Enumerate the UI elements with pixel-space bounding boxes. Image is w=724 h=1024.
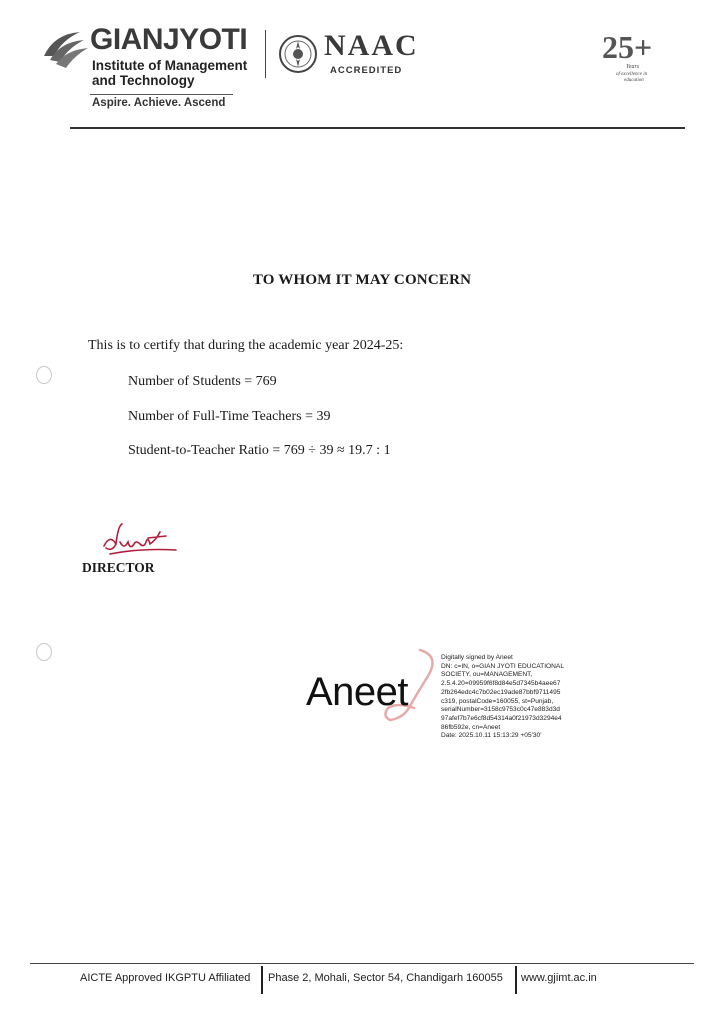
naac-seal-icon — [278, 34, 318, 74]
handwritten-signature — [100, 520, 180, 562]
dsig-line: 97afef7b7e6cf8d54314a0f21973d3294e4 — [441, 714, 562, 722]
years-badge — [598, 26, 668, 88]
dsig-line: SOCIETY, ou=MANAGEMENT, — [441, 671, 533, 679]
document-heading: TO WHOM IT MAY CONCERN — [252, 272, 472, 288]
brand-name: GIANJYOTI — [90, 23, 248, 56]
signatory-title: DIRECTOR — [82, 560, 155, 575]
brand-subtitle-line-2: and Technology — [92, 73, 195, 88]
certify-statement: This is to certify that during the academic year 2024-25: — [88, 338, 404, 353]
brand-subtitle — [92, 58, 247, 88]
footer-website: www.gjimt.ac.in — [521, 972, 597, 984]
footer-separator — [515, 966, 517, 994]
dsig-line: Digitally signed by Aneet — [441, 654, 513, 661]
footer-approval: AICTE Approved IKGPTU Affiliated — [80, 972, 251, 984]
badge-text-2: of excellence in — [616, 72, 648, 77]
stat-students: Number of Students = 769 — [128, 374, 277, 389]
footer-separator — [261, 966, 263, 994]
badge-number: 25+ — [602, 29, 653, 65]
punch-hole — [36, 366, 52, 384]
stat-teachers: Number of Full-Time Teachers = 39 — [128, 409, 331, 424]
punch-hole — [36, 643, 52, 661]
stat-ratio: Student-to-Teacher Ratio = 769 ÷ 39 ≈ 19.7 : 1 — [128, 443, 391, 458]
naac-title: NAAC — [324, 29, 419, 62]
footer-address: Phase 2, Mohali, Sector 54, Chandigarh 160055 — [268, 972, 503, 984]
dsig-line: c319, postalCode=160055, st=Punjab, — [441, 697, 554, 705]
badge-text-1: Years — [626, 64, 640, 70]
tagline: Aspire. Achieve. Ascend — [92, 97, 226, 109]
dsig-line: DN: c=IN, o=GIAN JYOTI EDUCATIONAL — [441, 662, 564, 670]
brand-underline — [90, 94, 233, 95]
brand-subtitle-line-1: Institute of Management — [92, 58, 248, 73]
dsig-line: 2fb264edc4c7b02ec19ade87bbf9711495 — [441, 688, 561, 696]
header-rule — [70, 127, 685, 129]
gianjyoti-logo-icon — [40, 26, 92, 78]
dsig-line: serialNumber=3158c9753c0c47e883d3d — [441, 706, 560, 714]
dsig-line: 2.5.4.20=09959f6f8d84e5d7345b4aee67 — [441, 680, 561, 688]
dsig-line: 86fb592e, cn=Aneet — [441, 723, 501, 731]
footer-rule — [30, 963, 694, 964]
dsig-line: Date: 2025.10.11 15:13:29 +05'30' — [441, 732, 542, 740]
digital-signature-details — [441, 654, 564, 741]
header-divider — [265, 30, 266, 78]
badge-text-3: education — [624, 78, 644, 83]
digital-signer-name: Aneet — [306, 670, 409, 714]
naac-accredited-label: ACCREDITED — [330, 65, 403, 76]
